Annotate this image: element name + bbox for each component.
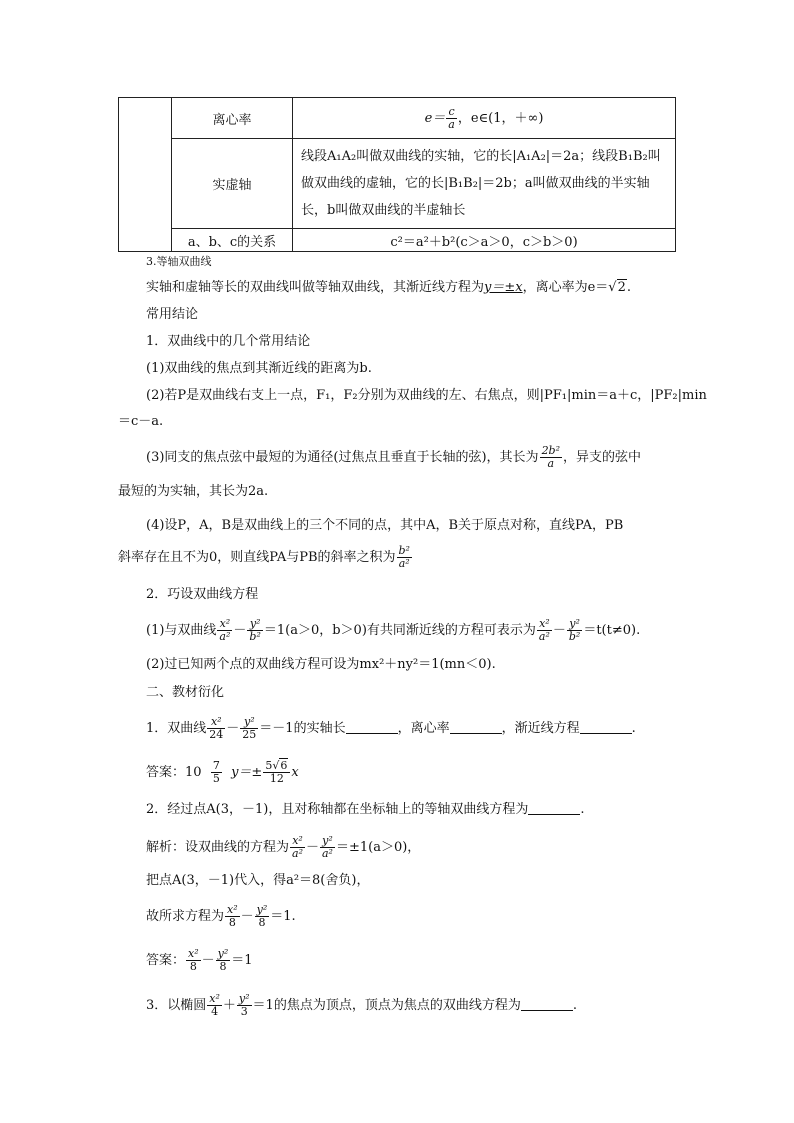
conclusion-3-line-2: 最短的为实轴，其长为2a. <box>118 484 269 499</box>
frac-den: 8 <box>228 916 236 929</box>
answer-blank[interactable] <box>521 998 573 1011</box>
text-part: ，离心率 <box>397 721 450 736</box>
frac-num: 7 <box>212 759 220 772</box>
frac-den: a² <box>398 557 410 570</box>
hyperbola-properties-table <box>118 97 676 252</box>
text-part: 实轴和虚轴等长的双曲线叫做等轴双曲线，其渐近线方程为 <box>146 280 485 295</box>
fraction-x2-over-4 <box>207 993 222 1018</box>
sqrt-value: 2 <box>617 280 626 295</box>
frac-num: y² <box>256 903 268 916</box>
section-3-heading: 3.等轴双曲线 <box>146 255 212 268</box>
frac-num: 5 <box>265 759 273 772</box>
frac-num: x² <box>227 903 238 916</box>
frac-num: x² <box>217 618 232 631</box>
answer-blank[interactable] <box>528 802 580 815</box>
text-part: ，渐近线方程 <box>501 721 580 736</box>
asymptote-equation: y＝±x <box>484 280 523 295</box>
frac-den: 5 <box>212 772 220 785</box>
minus-sign: － <box>233 623 247 638</box>
ecc-range: ，e∈(1，＋∞) <box>457 110 544 126</box>
text-part: 2．经过点A(3，－1)，且对称轴都在坐标轴上的等轴双曲线方程为 <box>146 802 529 817</box>
fraction-y2-over-8 <box>255 904 270 929</box>
exercise-1 <box>146 716 676 741</box>
frac-den: 12 <box>269 772 284 785</box>
fraction-x2-over-24 <box>207 716 225 741</box>
minus-sign: － <box>240 909 254 924</box>
fraction-x2-over-a2 <box>290 835 305 860</box>
hyperbola-setup-1 <box>146 618 676 643</box>
answer-2 <box>146 948 676 973</box>
fraction-c-over-a <box>446 106 457 131</box>
fraction-y2-over-25 <box>240 716 258 741</box>
text-part: (3)同支的焦点弦中最短的为通径(过焦点且垂直于长轴的弦)，其长为 <box>146 450 539 465</box>
solution-line-2: 把点A(3，－1)代入，得a²＝8(舍负)， <box>146 873 370 888</box>
conclusion-4-line-1: (4)设P，A，B是双曲线上的三个不同的点，其中A，B关于原点对称，直线PA，PB <box>146 518 624 533</box>
answer-blank[interactable] <box>580 721 632 734</box>
minus-sign: － <box>201 953 215 968</box>
text-part: ＝1. <box>270 909 296 924</box>
conclusion-2-line-2: ＝c－a. <box>118 414 164 429</box>
text-part: . <box>626 280 632 295</box>
row-label-abc-relation: a、b、c的关系 <box>172 229 293 252</box>
solution-line-1 <box>146 835 676 860</box>
row-label-eccentricity: 离心率 <box>172 98 293 139</box>
abc-relation-formula: c²＝a²＋b²(c＞a＞0，c＞b＞0) <box>293 229 676 252</box>
section-2-title: 二、教材衍化 <box>146 685 225 700</box>
frac-num: y² <box>247 618 262 631</box>
text-part: ，异支的弦中 <box>563 450 642 465</box>
answer-blank[interactable] <box>346 721 398 734</box>
answer-blank[interactable] <box>450 721 502 734</box>
conclusions-heading-1: 1．双曲线中的几个常用结论 <box>146 334 311 349</box>
axes-description: 线段A₁A₂叫做双曲线的实轴，它的长|A₁A₂|＝2a；线段B₁B₂叫做双曲线的虚轴，它的长|B₁B₂|＝2b；a叫做双曲线的半实轴长，b叫做双曲线的半虚轴长 <box>293 139 676 229</box>
frac-den: 8 <box>189 960 197 973</box>
frac-den: b² <box>568 630 581 643</box>
text-part: . <box>580 802 585 817</box>
text-part: 答案： <box>146 953 186 968</box>
table-row <box>119 139 676 229</box>
frac-num: x² <box>537 618 552 631</box>
frac-den: 8 <box>219 960 227 973</box>
frac-num: x² <box>209 992 220 1005</box>
frac-num: x² <box>207 716 225 729</box>
hyperbola-setup-2: (2)过已知两个点的双曲线方程可设为mx²＋ny²＝1(mn＜0). <box>146 657 496 672</box>
fraction-y2-over-b2 <box>247 618 262 643</box>
frac-den: a² <box>322 847 333 860</box>
sqrt-value: 6 <box>280 759 288 772</box>
text-part: ＝1的焦点为顶点，顶点为焦点的双曲线方程为 <box>252 998 521 1013</box>
fraction-7-over-5 <box>211 760 222 785</box>
conclusions-heading-2: 2．巧设双曲线方程 <box>146 587 259 602</box>
fraction-x2-over-8 <box>225 904 240 929</box>
text-part: y＝± <box>231 765 263 780</box>
ecc-lhs: e＝ <box>424 110 446 126</box>
text-part: ＝t(t≠0). <box>583 623 641 638</box>
frac-num: y² <box>238 992 250 1005</box>
frac-den: 25 <box>242 728 257 741</box>
frac-den: a <box>547 457 555 470</box>
text-part: 3．以椭圆 <box>146 998 207 1013</box>
text-part: 斜率存在且不为0，则直线PA与PB的斜率之积为 <box>118 550 396 565</box>
text-part: (1)与双曲线 <box>146 623 217 638</box>
solution-line-3 <box>146 904 676 929</box>
fraction-y2-over-3 <box>237 993 252 1018</box>
conclusion-2-line-1: (2)若P是双曲线右支上一点，F₁，F₂分别为双曲线的左、右焦点，则|PF₁|min＝a＋c，|PF₂|min <box>146 388 707 403</box>
text-part: ＝－1的实轴长 <box>259 721 346 736</box>
frac-num: y² <box>320 835 335 848</box>
text-part: ＝1 <box>231 953 253 968</box>
frac-num: y² <box>217 947 229 960</box>
frac-den: b² <box>249 630 261 643</box>
frac-den: a² <box>292 847 303 860</box>
text-part: ＝1(a＞0，b＞0)有共同渐近线的方程可表示为 <box>263 623 536 638</box>
minus-sign: － <box>305 840 319 855</box>
conclusion-1: (1)双曲线的焦点到其渐近线的距离为b. <box>146 361 372 376</box>
text-part: . <box>572 998 577 1013</box>
answer-1 <box>146 760 676 785</box>
frac-num: c <box>446 106 457 119</box>
row-label-axes: 实虚轴 <box>172 139 293 229</box>
fraction-x2-over-a2 <box>217 618 232 643</box>
frac-num: 2b² <box>541 444 561 457</box>
text-part: 答案：10 <box>146 765 202 780</box>
frac-den: 8 <box>258 916 266 929</box>
fraction-b2-over-a2 <box>397 545 412 570</box>
exercise-3 <box>146 993 676 1018</box>
fraction-y2-over-b2 <box>567 618 582 643</box>
plus-sign: ＋ <box>222 998 236 1013</box>
table-row <box>119 98 676 139</box>
minus-sign: － <box>552 623 566 638</box>
common-conclusions-title: 常用结论 <box>146 307 199 322</box>
frac-den: a² <box>538 630 550 643</box>
equiaxed-hyperbola-text: 实轴和虚轴等长的双曲线叫做等轴双曲线，其渐近线方程为y＝±x，离心率为e＝√2. <box>146 280 632 295</box>
text-part: ，离心率为e＝ <box>522 280 609 295</box>
exercise-2 <box>146 800 676 820</box>
text-part: 1．双曲线 <box>146 721 207 736</box>
text-part: . <box>631 721 636 736</box>
frac-den: 24 <box>209 728 224 741</box>
frac-den: a <box>448 117 455 131</box>
fraction-x2-over-a2 <box>537 618 552 643</box>
table-row <box>119 229 676 252</box>
fraction-x2-over-8 <box>186 948 201 973</box>
frac-den: 4 <box>211 1005 219 1018</box>
frac-num: x² <box>188 947 199 960</box>
fraction-y2-over-8 <box>216 948 231 973</box>
conclusion-4-line-2 <box>118 545 676 570</box>
eccentricity-formula <box>293 98 676 139</box>
text-part: 故所求方程为 <box>146 909 225 924</box>
frac-den: 3 <box>240 1005 248 1018</box>
text-part: ＝±1(a＞0)， <box>335 840 421 855</box>
conclusion-3-line-1 <box>146 445 676 470</box>
frac-num: y² <box>240 716 258 729</box>
frac-den: a² <box>219 630 231 643</box>
fraction-5sqrt6-over-12: $\frac{5√6}{12}$ <box>263 760 290 785</box>
table-merged-cell <box>119 98 172 252</box>
minus-sign: － <box>226 721 240 736</box>
frac-num: b² <box>398 544 410 557</box>
frac-num: x² <box>290 835 305 848</box>
frac-num: y² <box>567 618 582 631</box>
fraction-y2-over-a2 <box>320 835 335 860</box>
text-part: 解析：设双曲线的方程为 <box>146 840 290 855</box>
text-part: x <box>291 765 299 780</box>
fraction-2b2-over-a <box>540 445 562 470</box>
